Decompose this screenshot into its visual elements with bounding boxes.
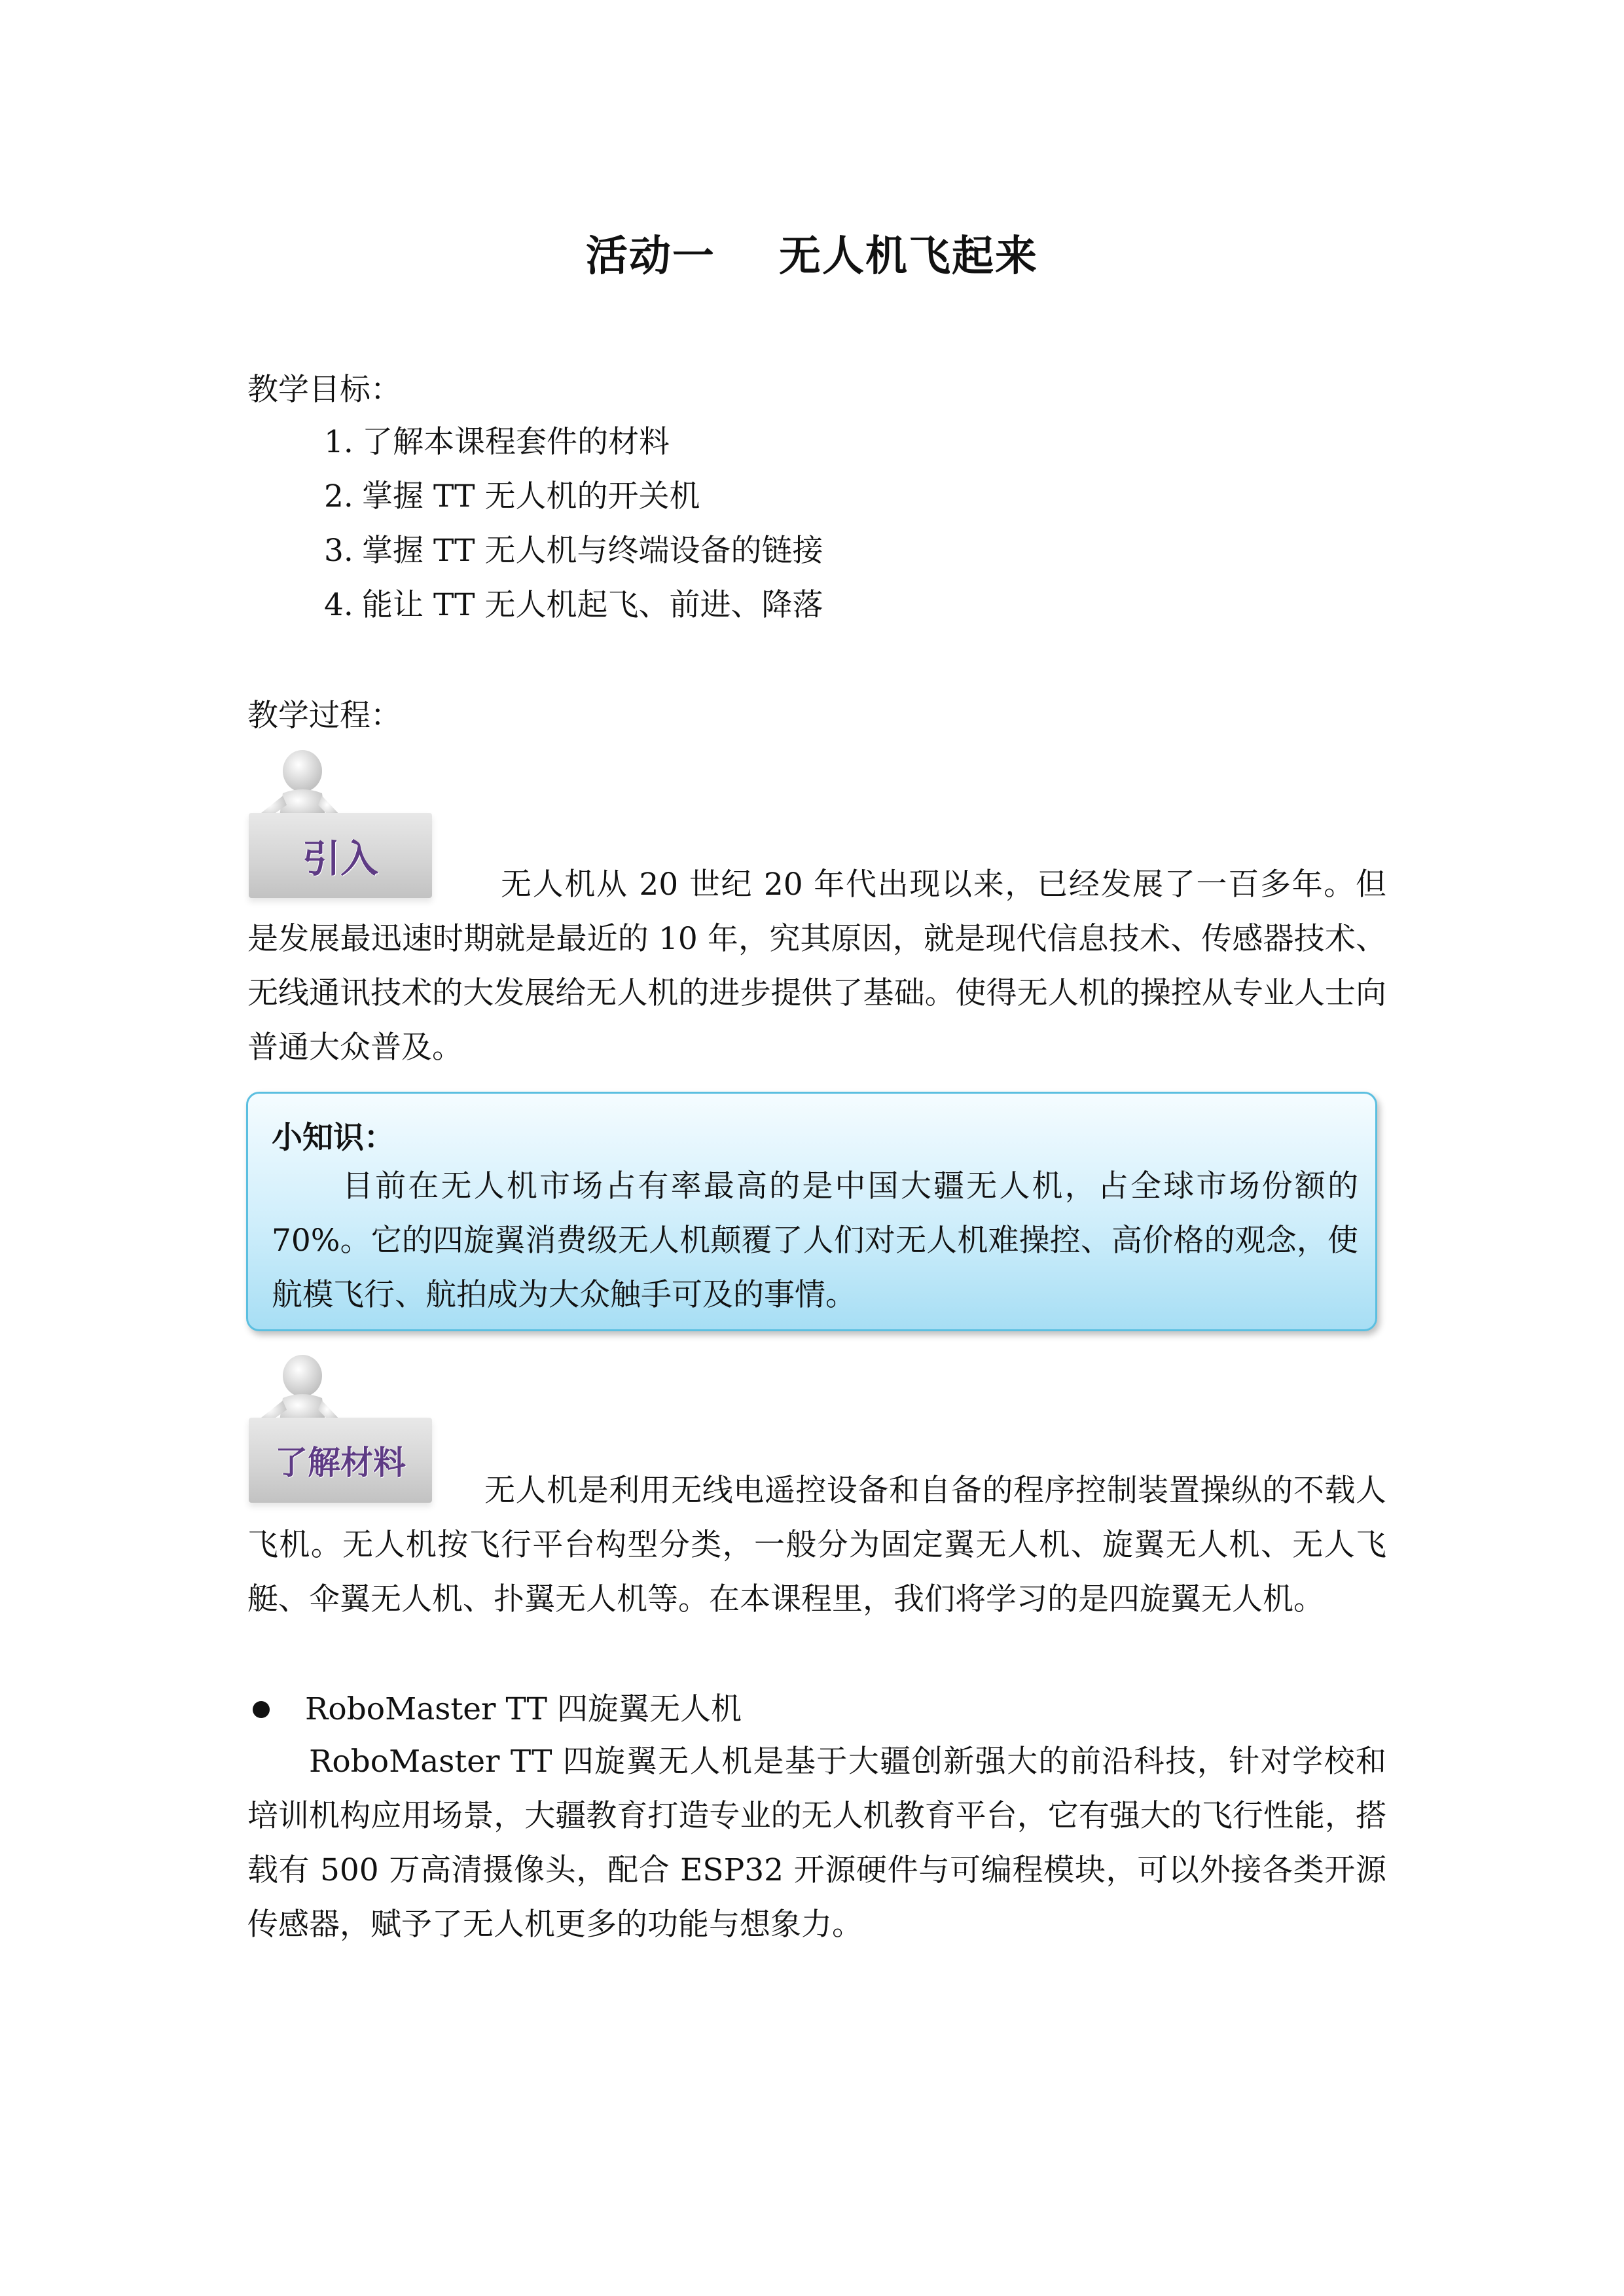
objective-number: 3. <box>324 533 353 569</box>
objective-item <box>324 477 700 516</box>
objective-text: 掌握 TT 无人机的开关机 <box>362 478 700 514</box>
objective-text: 掌握 TT 无人机与终端设备的链接 <box>362 533 823 569</box>
robomaster-paragraph: RoboMaster TT 四旋翼无人机是基于大疆创新强大的前沿科技，针对学校和培训机构应用场景，大疆教育打造专业的无人机教育平台，它有强大的飞行性能，搭载有 500 万高清摄像头，配合 ESP32 开源硬件与可编程模块，可以外接各类开源传感器，赋予了无人机更多的功能与想象力。 <box>247 1744 1386 1943</box>
bullet-dot-icon <box>253 1701 270 1718</box>
objective-number: 2. <box>324 478 353 514</box>
materials-paragraph: 无人机是利用无线电遥控设备和自备的程序控制装置操纵的不载人飞机。无人机按飞行平台构型分类，一般分为固定翼无人机、旋翼无人机、无人飞艇、伞翼无人机、扑翼无人机等。在本课程里，我们将学习的是四旋翼无人机。 <box>247 1473 1386 1617</box>
tip-box <box>246 1092 1377 1331</box>
objective-item <box>324 531 823 571</box>
objective-item <box>324 586 823 625</box>
objective-item <box>324 423 670 462</box>
objective-text: 了解本课程套件的材料 <box>362 424 670 460</box>
tip-text: 目前在无人机市场占有率最高的是中国大疆无人机，占全球市场份额的 70%。它的四旋翼消费级无人机颠覆了人们对无人机难操控、高价格的观念，使航模飞行、航拍成为大众触手可及的事情。 <box>272 1168 1358 1313</box>
page-title: 活动一 无人机飞起来 <box>585 232 1039 281</box>
tip-title: 小知识： <box>272 1120 395 1156</box>
intro-badge-label: 引入 <box>302 836 378 881</box>
objective-text: 能让 TT 无人机起飞、前进、降落 <box>362 587 823 623</box>
process-heading: 教学过程： <box>247 698 401 734</box>
intro-paragraph: 无人机从 20 世纪 20 年代出现以来，已经发展了一百多年。但是发展最迅速时期就是最近的 10 年，究其原因，就是现代信息技术、传感器技术、无线通讯技术的大发展给无人机的进步提供了基础。使得无人机的操控从专业人士向普通大众普及。 <box>247 867 1386 1066</box>
bullet-text: RoboMaster TT 四旋翼无人机 <box>305 1691 742 1727</box>
objective-number: 1. <box>324 424 353 460</box>
materials-badge-label: 了解材料 <box>275 1444 406 1482</box>
objective-number: 4. <box>324 587 353 623</box>
objectives-heading: 教学目标： <box>247 372 401 408</box>
bullet-item <box>247 1690 742 1729</box>
